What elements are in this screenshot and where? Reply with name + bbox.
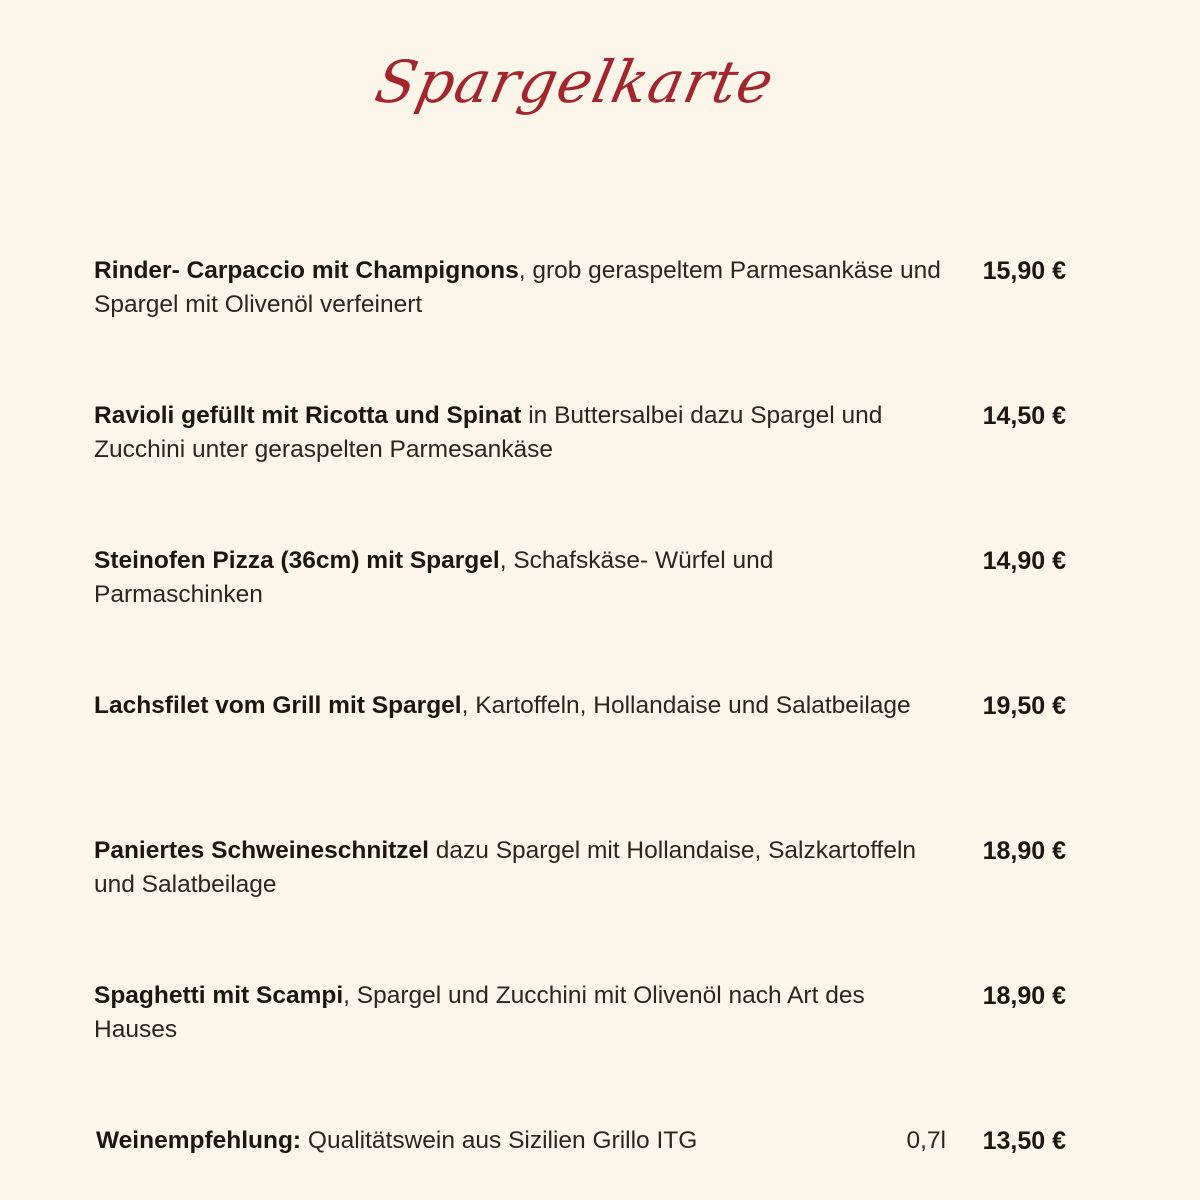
wine-description: Qualitätswein aus Sizilien Grillo ITG [301, 1127, 698, 1154]
item-name: Lachsfilet vom Grill mit Spargel [94, 692, 462, 719]
item-description-block [94, 689, 944, 723]
menu-item [94, 399, 1066, 479]
wine-price: 13,50 € [982, 1127, 1066, 1155]
menu-item [94, 834, 1066, 914]
wine-recommendation [96, 1124, 1066, 1160]
item-price: 18,90 € [982, 837, 1066, 865]
wine-volume: 0,7l [906, 1127, 946, 1154]
item-description-block [94, 834, 944, 902]
item-description-block [94, 399, 944, 467]
item-description: , Schafskäse- Würfel und Parmaschinken [94, 547, 774, 608]
item-description-block [94, 979, 944, 1047]
item-name: Spaghetti mit Scampi [94, 982, 344, 1009]
item-description: in Buttersalbei dazu Spargel und Zucchini unter geraspelten Parmesankäse [94, 402, 883, 463]
item-price: 14,50 € [982, 402, 1066, 430]
menu-title: Spargelkarte [369, 48, 781, 116]
item-name: Paniertes Schweineschnitzel [94, 837, 429, 864]
menu-item [94, 979, 1066, 1059]
item-description: dazu Spargel mit Hollandaise, Salzkartoffeln und Salatbeilage [94, 837, 917, 898]
menu-item [94, 544, 1066, 624]
item-description: , grob geraspeltem Parmesankäse und Spargel mit Olivenöl verfeinert [94, 257, 941, 318]
item-description: , Spargel und Zucchini mit Olivenöl nach Art des Hauses [94, 982, 865, 1043]
item-price: 19,50 € [982, 692, 1066, 720]
item-description-block [94, 254, 944, 322]
item-name: Ravioli gefüllt mit Ricotta und Spinat [94, 402, 522, 429]
item-price: 18,90 € [982, 982, 1066, 1010]
item-name: Steinofen Pizza (36cm) mit Spargel [94, 547, 500, 574]
item-price: 14,90 € [982, 547, 1066, 575]
wine-label: Weinempfehlung: [96, 1127, 302, 1154]
menu-item [94, 689, 1066, 769]
item-description: , Kartoffeln, Hollandaise und Salatbeilage [461, 692, 911, 719]
item-name: Rinder- Carpaccio mit Champignons [94, 257, 519, 284]
item-description-block [94, 544, 944, 612]
menu-item [94, 254, 1066, 334]
item-price: 15,90 € [982, 257, 1066, 285]
